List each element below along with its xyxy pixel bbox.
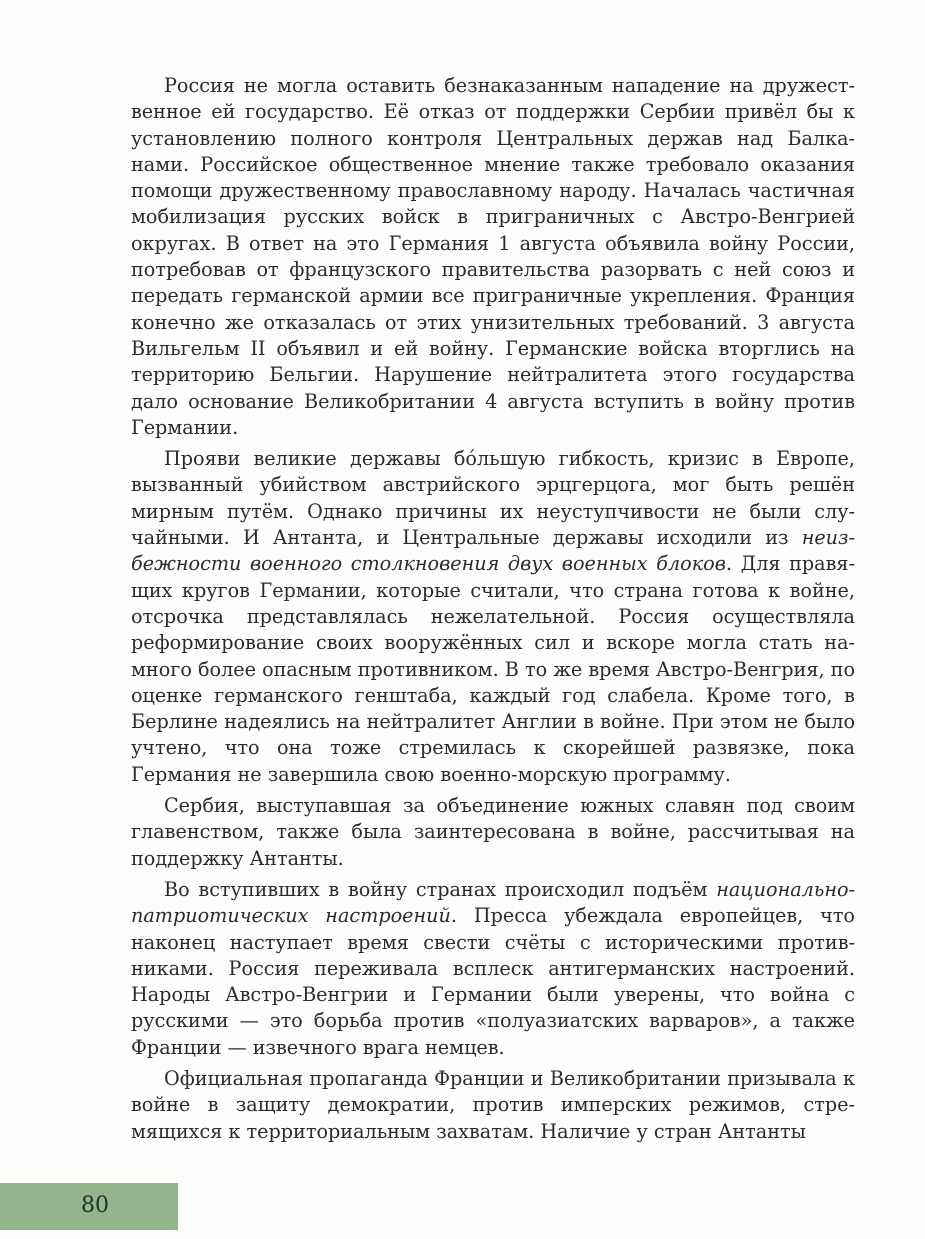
paragraph-1 <box>131 73 855 441</box>
paragraph-5-text: Официальная пропаганда Франции и Великобритании призывала к войне в защиту демократии, против имперских режимов, стремящихся к территориальным захватам. Наличие у стран Антанты <box>131 1066 855 1143</box>
paragraph-2-text-end: . Для правящих кругов Германии, которые считали, что страна готова к войне, отсрочка представлялась нежелательной. Россия осуществляла реформирование своих вооружённых сил и вскоре могла стать намного более опасным противником. В то же время Австро-Венгрия, по оценке германского генштаба, каждый год слабела. Кроме того, в Берлине надеялись на нейтралитет Англии в войне. При этом не было учтено, что она тоже стремилась к скорейшей развязке, пока Германия не завершила свою военно-морскую программу. <box>131 552 856 786</box>
paragraph-2-text-start: Прояви великие державы бóльшую гибкость, кризис в Европе, вызванный убийством австрийского эрцгерцога, мог быть решён мирным путём. Однако причины их неуступчивости не были случайными. И Антанта, и Центральные державы исходили из <box>131 447 855 550</box>
body-text <box>131 73 855 1150</box>
paragraph-2 <box>131 446 855 788</box>
paragraph-5 <box>131 1066 855 1145</box>
paragraph-2-italic-phrase: неизбежности военного столкновения двух военных блоков <box>131 526 855 576</box>
paragraph-4-text-end: . Пресса убеждала европейцев, что наконец наступает время свести счёты с историческими противниками. Россия переживала всплеск антигерманских настроений. Народы Австро-Венгрии и Германии были уверены, что война с русскими — это борьба против «полуазиатских варваров», а также Франции — извечного врага немцев. <box>131 904 855 1059</box>
paragraph-3-text: Сербия, выступавшая за объединение южных славян под своим главенством, также была заинтересована в войне, рассчитывая на поддержку Антанты. <box>131 794 855 870</box>
paragraph-3 <box>131 793 855 872</box>
paragraph-4-text-start: Во вступивших в войну странах происходил подъём <box>164 877 717 901</box>
page-number: 80 <box>81 1193 109 1218</box>
paragraph-1-text: Россия не могла оставить безнаказанным нападение на дружественное ей государство. Её отказ от поддержки Сербии привёл бы к установлению полного контроля Центральных держав над Балканами. Российское общественное мнение также требовало оказания помощи дружественному православному народу. Началась частичная мобилизация русских войск в приграничных с Австро-Венгрией округах. В ответ на это Германия 1 августа объявила войну России, потребовав от французского правительства разорвать с ней союз и передать германской армии все приграничные укрепления. Франция конечно же отказалась от этих унизительных требований. 3 августа Вильгельм II объявил и ей войну. Германские войска вторглись на территорию Бельгии. Нарушение нейтралитета этого государства дало основание Великобритании 4 августа вступить в войну против Германии. <box>131 74 855 439</box>
paragraph-4 <box>131 877 855 1061</box>
paragraph-4-italic-phrase: национально-патриотических настроений <box>131 877 855 928</box>
